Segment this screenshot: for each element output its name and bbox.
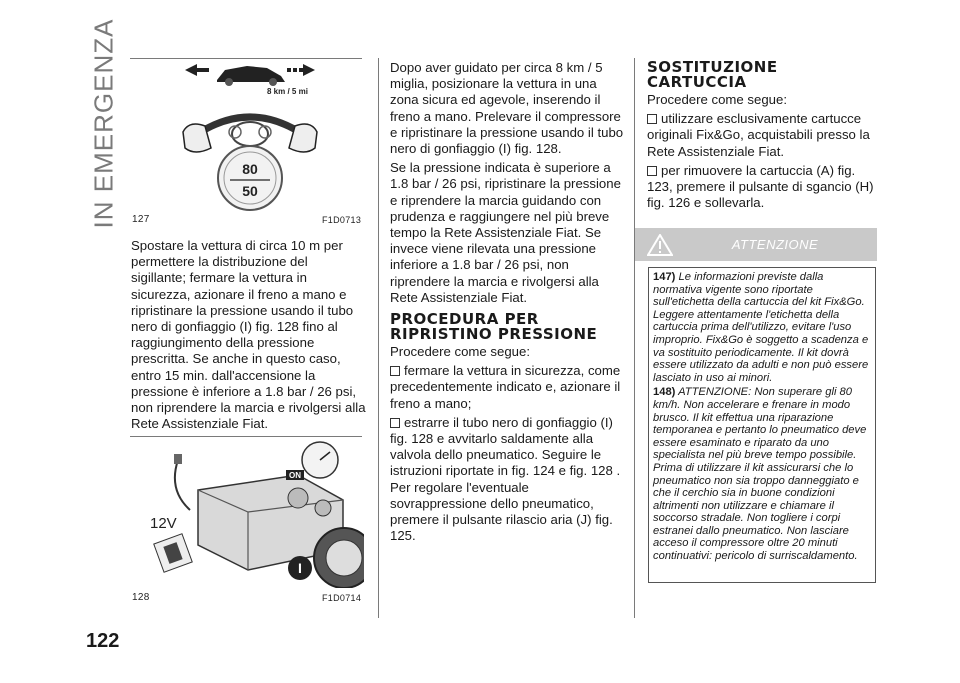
section-heading-pressure: PROCEDURA PER RIPRISTINO PRESSIONE: [390, 310, 598, 344]
figure-127-code: F1D0713: [322, 215, 362, 225]
section-title-text: IN EMERGENZA: [88, 18, 119, 228]
column-2-intro: Procedere come segue:: [390, 344, 531, 360]
warning-title: ATTENZIONE: [731, 237, 819, 252]
checkbox-bullet-icon: [647, 114, 657, 124]
figure-127-gauge-top: 80: [242, 161, 258, 177]
warning-148-text: ATTENZIONE: Non superare gli 80 km/h. Non accelerare e frenare in modo brusco. Il kit effettua una riparazione temporanea e pertanto lo pneumatico deve essere esaminato e riparato da uno specialista nel più breve tempo possibile. Prima di utilizzare il kit assicurarsi che lo pneumatico non sia troppo danneggiato e che il cerchio sia in buone condizioni altrimenti non utilizzare e chiamare il soccorso stradale. Non togliere i corpi estranei dallo pneumatico. Non lasciare acceso il compressore oltre 20 minuti continuativi: pericolo di surriscaldamento.: [653, 386, 867, 563]
section-heading-cartridge: SOSTITUZIONE CARTUCCIA: [647, 58, 778, 91]
column-2-bullet-1: [390, 363, 628, 412]
figure-127-number: 127: [132, 214, 150, 225]
warning-triangle-icon: [647, 234, 673, 256]
column-2-paragraph-2: Se la pressione indicata è superiore a 1.8 bar / 26 psi, ripristinare la pressione e riprendere la marcia guidando con prudenza e raggiungere nel più breve tempo la Rete Assistenziale Fiat. Se invece viene rilevata una pressione inferiore a 1.8 bar / 26 psi, non riprendere la marcia e rivolgersi alla Rete Assistenziale Fiat.: [390, 160, 621, 305]
warning-148-number: 148): [653, 386, 676, 399]
column-2-text: [390, 60, 628, 547]
column-3-bullet-1-text: utilizzare esclusivamente cartucce originali Fix&Go, acquistabili presso la Rete Assistenziale Fiat.: [647, 111, 870, 159]
column-2-bullet-2-text: estrarre il tubo nero di gonfiaggio (I) fig. 128 e avvitarlo saldamente alla valvola dello pneumatico. Seguire le istruzioni riportate in fig. 124 e fig. 128 . Per regolare l'eventuale sovrappressione dello pneumatico, premere il pulsante rilascio aria (J) fig. 125.: [390, 414, 621, 544]
column-3-bullet-2: [647, 163, 879, 212]
figure-128-number: 128: [132, 592, 150, 603]
column-2-bullet-2: [390, 415, 628, 545]
column-3-text: [647, 60, 879, 214]
column-2-bullet-1-text: fermare la vettura in sicurezza, come precedentemente indicato e, azionare il freno a mano;: [390, 363, 621, 411]
page-number: 122: [86, 630, 120, 652]
column-3-bullet-1: [647, 111, 879, 160]
column-2-paragraph-1: Dopo aver guidato per circa 8 km / 5 miglia, posizionare la vettura in una zona sicura ed agevole, inserendo il freno a mano. Prelevare il compressore e ripristinare la pressione usando il tubo nero di gonfiaggio (I) fig. 128.: [390, 60, 624, 157]
column-1-text: [131, 238, 366, 435]
warning-147: [653, 271, 871, 384]
figure-127-gauge-bottom: 50: [242, 183, 258, 199]
figure-128-marker: I: [298, 560, 302, 576]
figure-128-image: [138, 440, 364, 588]
figure-127-top-rule: [130, 58, 362, 59]
figure-128-voltage-label: 12V: [150, 515, 177, 532]
checkbox-bullet-icon: [647, 166, 657, 176]
column-3-bullet-2-text: per rimuovere la cartuccia (A) fig. 123, premere il pulsante di sgancio (H) fig. 126 e sollevarla.: [647, 162, 874, 211]
warning-148: [653, 386, 871, 562]
column-divider-1: [378, 58, 379, 618]
column-1-paragraph: Spostare la vettura di circa 10 m per permettere la distribuzione del sigillante; fermare la vettura in sicurezza, azionare il freno a mano e ripristinare la pressione usando il tubo nero di gonfiaggio (I) fig. 128 fino al raggiungimento della pressione prescritta. Se anche in questo caso, entro 15 min. dall'accensione la pressione è inferiore a 1.8 bar / 26 psi, non riprendere la marcia e rivolgersi alla Rete Assistenziale Fiat.: [131, 238, 366, 432]
figure-128-on-label: ON: [289, 471, 301, 480]
figure-128-code: F1D0714: [322, 593, 362, 603]
column-divider-2: [634, 58, 635, 618]
checkbox-bullet-icon: [390, 418, 400, 428]
figure-128-top-rule: [130, 436, 362, 437]
column-3-intro: Procedere come segue:: [647, 92, 788, 107]
checkbox-bullet-icon: [390, 366, 400, 376]
figure-127-speed-label: 8 km / 5 mi: [267, 87, 308, 96]
warning-147-number: 147): [653, 271, 676, 283]
warning-box: [648, 267, 876, 583]
warning-banner: [635, 228, 877, 261]
figure-127-image: [175, 62, 325, 212]
warning-147-text: Le informazioni previste dalla normativa vigente sono riportate sull'etichetta della cartuccia del kit Fix&Go. Leggere attentamente l'etichetta della cartuccia prima dell'utilizzo, evitare l'uso improprio. Fix&Go è soggetto a scadenza e va sostituito periodicamente. Il kit dovrà essere utilizzato da adulti e non può essere lasciato in uso ai minori.: [653, 271, 869, 384]
